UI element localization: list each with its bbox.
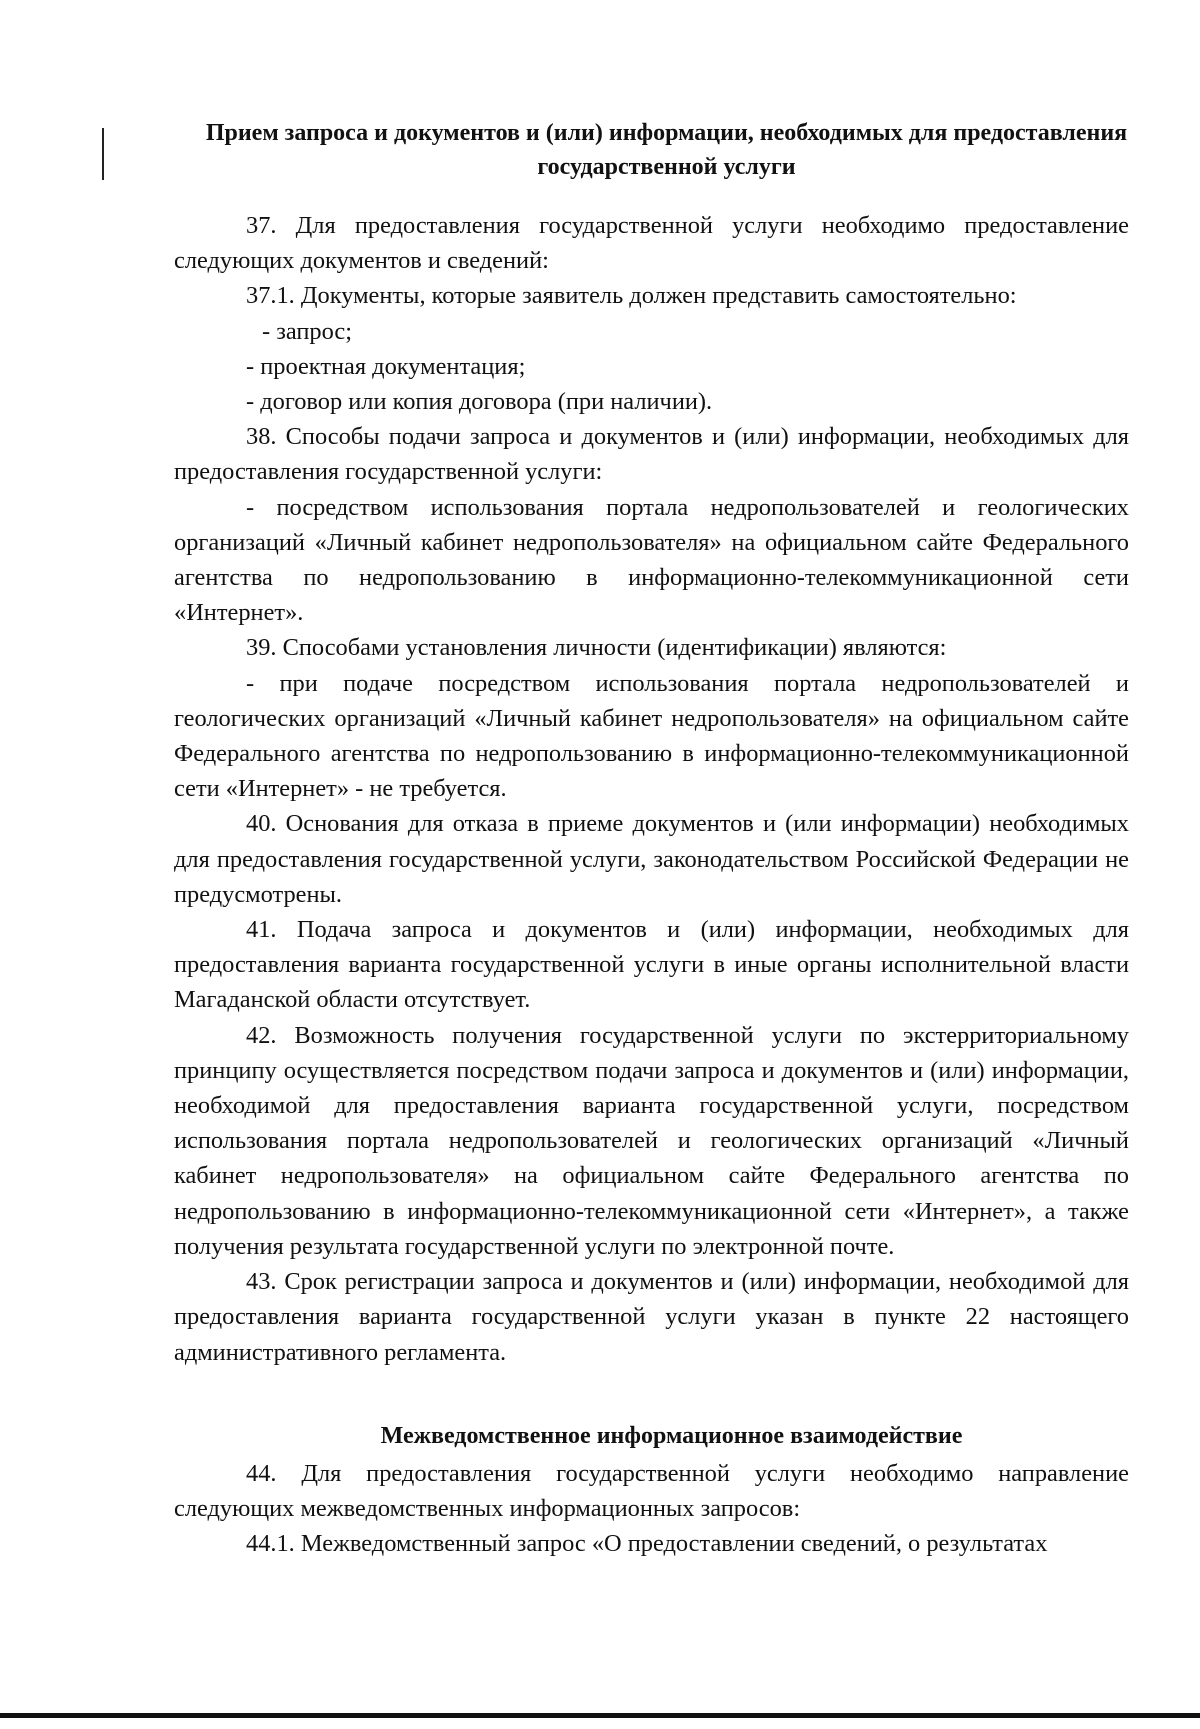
paragraph-44-1: 44.1. Межведомственный запрос «О предоставлении сведений, о результатах <box>246 1530 1048 1558</box>
list-item-request: - запрос; <box>262 317 353 345</box>
bottom-scan-edge <box>0 1713 1200 1718</box>
paragraph-38: 38. Способы подачи запроса и документов и (или) информации, необходимых для предоставления государственной услуги: <box>174 423 1129 486</box>
section-heading-interagency: Межведомственное информационное взаимодействие <box>380 1422 963 1449</box>
paragraph-39-item: - при подаче посредством использования портала недропользователей и геологических организаций «Личный кабинет недропользователя» на официальном сайте Федерального агентства по недропользованию в информационно-телекоммуникационной сети «Интернет» - не требуется. <box>174 669 1129 803</box>
paragraph-42: 42. Возможность получения государственной услуги по экстерриториальному принципу осуществляется посредством подачи запроса и документов и (или) информации, необходимой для предоставления варианта государственной услуги, посредством использования портала недропользователей и геологических организаций «Личный кабинет недропользователя» на официальном сайте Федерального агентства по недропользованию в информационно-телекоммуникационной сети «Интернет», а также получения результата государственной услуги по электронной почте. <box>174 1021 1129 1260</box>
list-item-project-docs: - проектная документация; <box>246 352 526 380</box>
document-page <box>174 116 1129 1561</box>
margin-mark <box>102 128 104 180</box>
paragraph-43: 43. Срок регистрации запроса и документов и (или) информации, необходимой для предоставления варианта государственной услуги указан в пункте 22 настоящего административного регламента. <box>174 1268 1129 1366</box>
paragraph-40: 40. Основания для отказа в приеме документов и (или информации) необходимых для предоставления государственной услуги, законодательством Российской Федерации не предусмотрены. <box>174 810 1129 908</box>
section-heading-request: Прием запроса и документов и (или) информации, необходимых для предоставления государственной услуги <box>205 120 1128 180</box>
paragraph-37: 37. Для предоставления государственной услуги необходимо предоставление следующих документов и сведений: <box>174 212 1129 275</box>
paragraph-37-1: 37.1. Документы, которые заявитель должен представить самостоятельно: <box>246 282 1017 310</box>
paragraph-44: 44. Для предоставления государственной услуги необходимо направление следующих межведомственных информационных запросов: <box>174 1459 1129 1522</box>
paragraph-39: 39. Способами установления личности (идентификации) являются: <box>246 634 947 662</box>
paragraph-38-item: - посредством использования портала недропользователей и геологических организаций «Личный кабинет недропользователя» на официальном сайте Федерального агентства по недропользованию в информационно-телекоммуникационной сети «Интернет». <box>174 493 1129 627</box>
paragraph-41: 41. Подача запроса и документов и (или) информации, необходимых для предоставления варианта государственной услуги в иные органы исполнительной власти Магаданской области отсутствует. <box>174 916 1129 1014</box>
list-item-contract: - договор или копия договора (при наличии). <box>246 388 713 416</box>
